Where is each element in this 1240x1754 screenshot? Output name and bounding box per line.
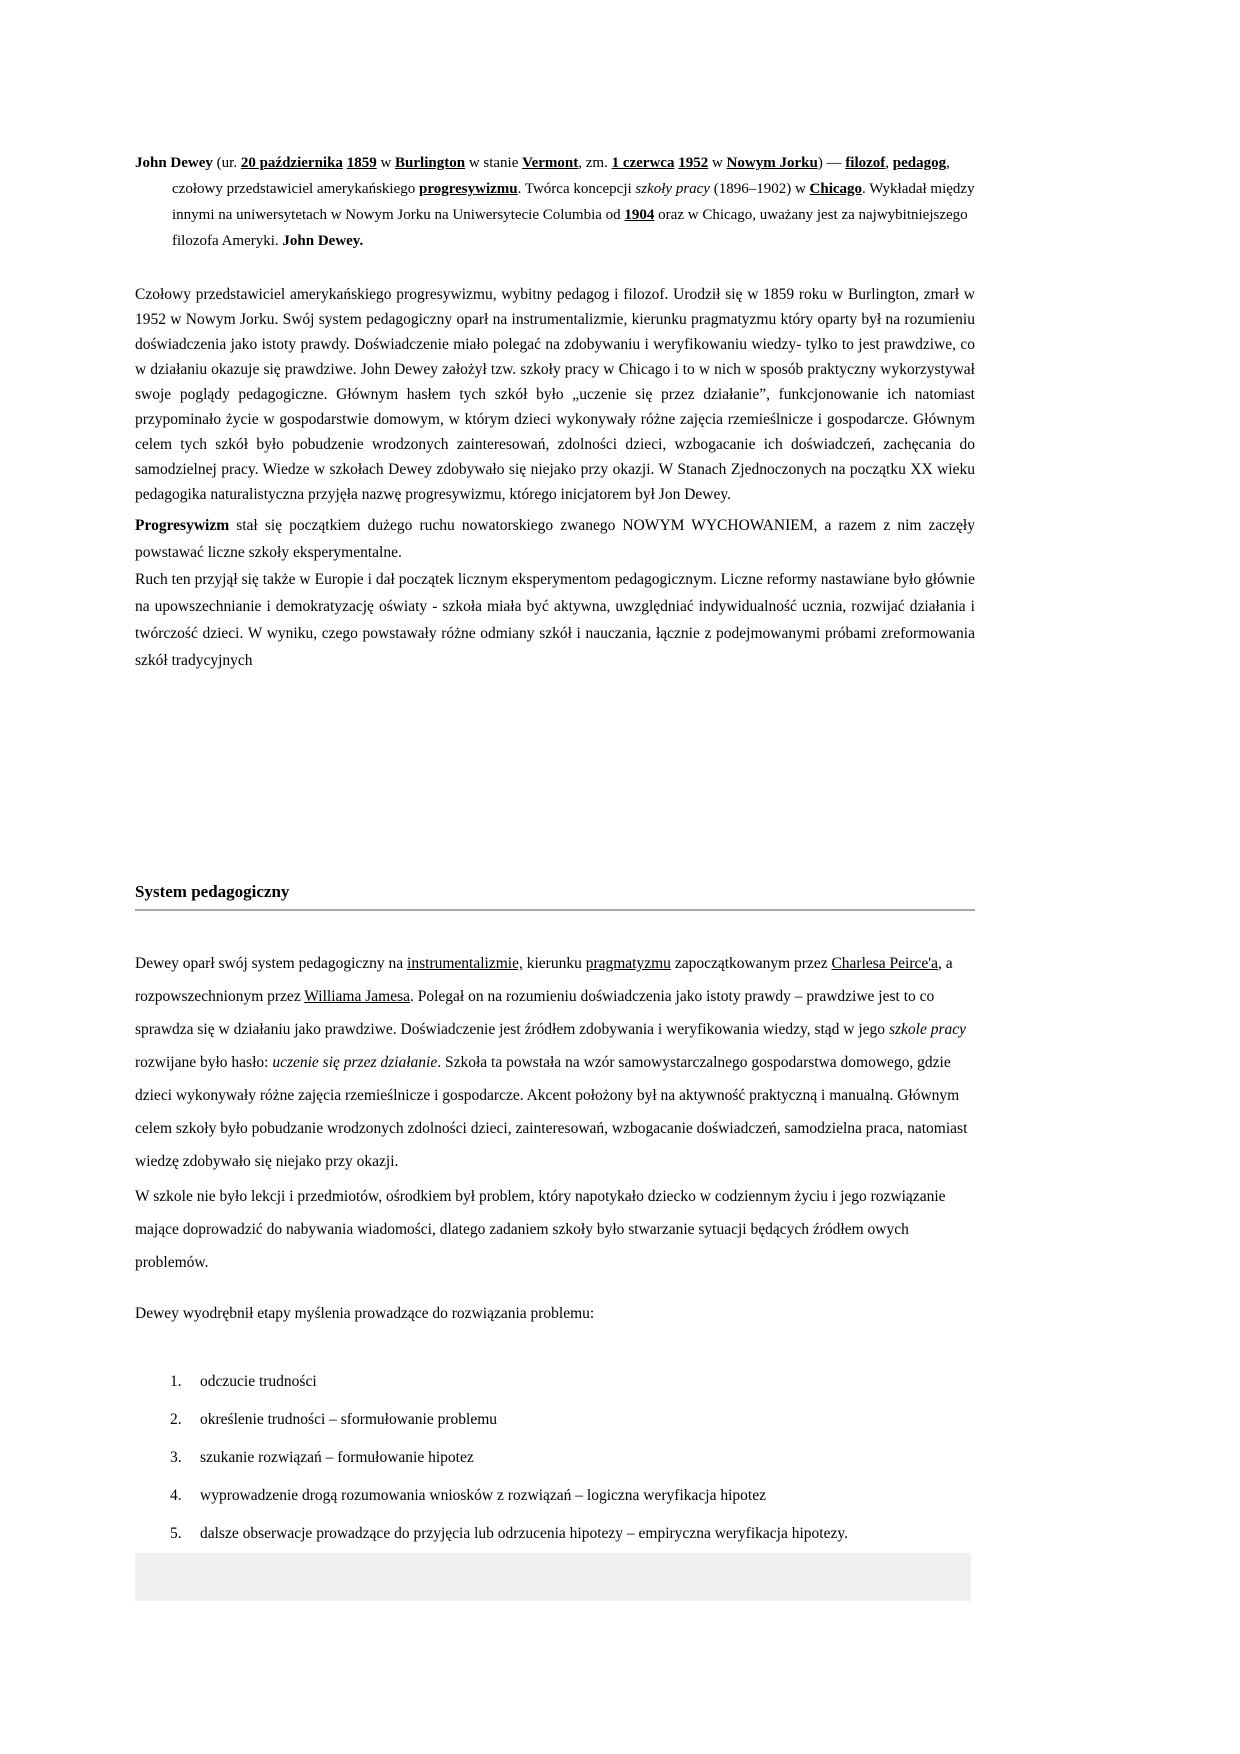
list-number: 3. [170, 1449, 182, 1466]
list-text: dalsze obserwacje prowadzące do przyjęcia lub odrzucenia hipotezy – empiryczna weryfikacja hipotezy. [200, 1525, 848, 1542]
list-item [135, 1446, 975, 1470]
text-run: , a rozpowszechnionym przez [135, 955, 953, 1005]
text-run: w [376, 155, 396, 171]
link-text[interactable]: instrumentalizmie, [407, 955, 523, 972]
text-run: Dewey oparł swój system pedagogiczny na [135, 955, 408, 972]
text-run: stał się początkiem dużego ruchu nowatorskiego zwanego NOWYM WYCHOWANIEM, a razem z nim zaczęły powstawać liczne szkoły eksperymentalne. [135, 517, 975, 561]
text-run: uczenie się przez działanie [272, 1054, 438, 1071]
text-run: kierunku [522, 955, 586, 972]
text-run: W szkole nie było lekcji i przedmiotów, ośrodkiem był problem, który napotykało dziecko w codziennym życiu i jego rozwiązanie mające doprowadzić do nabywania wiadomości, dlatego zadaniem szkoły było stwarzanie sytuacji będących źródłem owych problemów. [135, 1188, 946, 1271]
text-run: szkoły pracy [635, 181, 710, 197]
text-run: John Dewey. [282, 233, 364, 249]
link-text[interactable]: pragmatyzmu [585, 955, 671, 972]
list-text: szukanie rozwiązań – formułowanie hipotez [200, 1449, 474, 1466]
text-run: , czołowy przedstawiciel amerykańskiego [172, 155, 950, 197]
list-item [135, 1408, 975, 1432]
list-text: określenie trudności – sformułowanie problemu [200, 1411, 498, 1428]
text-run: w stanie [465, 155, 523, 171]
link-text[interactable]: Vermont [522, 155, 579, 171]
text-run: ) — [817, 155, 846, 171]
text-run: , zm. [578, 155, 612, 171]
text-run: rozwijane było hasło: [135, 1054, 273, 1071]
overview-paragraph [135, 282, 975, 507]
text-run: John Dewey [135, 155, 213, 171]
list-number: 1. [170, 1373, 182, 1390]
link-text[interactable]: Charlesa Peirce'a [831, 955, 938, 972]
link-text[interactable]: 1952 [678, 155, 709, 171]
link-text[interactable]: Burlington [395, 155, 466, 171]
list-text: wyprowadzenie drogą rozumowania wniosków z rozwiązań – logiczna weryfikacja hipotez [200, 1487, 766, 1504]
text-run: w [708, 155, 727, 171]
list-item [135, 1370, 975, 1394]
link-text[interactable]: progresywizmu [419, 181, 518, 197]
text-run: . Wykładał między innymi na uniwersytetach w Nowym Jorku na Uniwersytecie Columbia od [172, 181, 975, 223]
text-run: zapoczątkowanym przez [670, 955, 832, 972]
school-problem-paragraph [135, 1180, 975, 1279]
link-text[interactable]: Nowym Jorku [726, 155, 818, 171]
link-text[interactable]: Chicago [809, 181, 863, 197]
progressivism-paragraph [135, 512, 975, 566]
text-run: Ruch ten przyjął się także w Europie i dał początek licznym eksperymentom pedagogicznym. Liczne reformy nastawiane było głównie na upowszechnianie i demokratyzację oświaty - szkoła miała być aktywna, uwzględniać indywidualność ucznia, rozwijać działania i twórczość dzieci. W wyniku, czego powstawały różne odmiany szkół i nauczania, łącznie z podejmowanymi próbami zreformowania szkół tradycyjnych [135, 571, 975, 669]
movement-paragraph [135, 566, 975, 674]
link-text[interactable]: 1 czerwca [611, 155, 675, 171]
stages-list [135, 1370, 975, 1546]
list-number: 2. [170, 1411, 182, 1428]
section-heading: System pedagogiczny [135, 882, 975, 911]
page-content [135, 150, 975, 1560]
link-text[interactable]: Williama Jamesa [304, 988, 410, 1005]
list-item [135, 1484, 975, 1508]
text-run: Progresywizm [135, 517, 230, 534]
text-run: oraz w Chicago, uważany jest za najwybitniejszego filozofa Ameryki. [172, 207, 968, 249]
list-number: 4. [170, 1487, 182, 1504]
intro-paragraph [135, 150, 975, 254]
stages-intro: Dewey wyodrębnił etapy myślenia prowadzące do rozwiązania problemu: [135, 1305, 595, 1322]
text-run: (1896–1902) w [709, 181, 810, 197]
text-run: Czołowy przedstawiciel amerykańskiego progresywizmu, wybitny pedagog i filozof. Urodził się w 1859 roku w Burlington, zmarł w 1952 w Nowym Jorku. Swój system pedagogiczny oparł na instrumentalizmie, kierunku pragmatyzmu który oparty był na rozumieniu doświadczenia jako istoty prawdy. Doświadczenie miało polegać na zdobywaniu i weryfikowaniu wiedzy- tylko to jest prawdziwe, co w działaniu okazuje się prawdziwe. John Dewey założył tzw. szkoły pracy w Chicago i to w nich w sposób praktyczny wykorzystywał swoje poglądy pedagogiczne. Głównym hasłem tych szkół było „uczenie się przez działanie”, funkcjonowanie ich natomiast przypominało życie w gospodarstwie domowym, w którym dzieci wykonywały różne zajęcia rzemieślnicze i gospodarcze. Głównym celem tych szkół było pobudzenie wrodzonych zainteresowań, zdolności dzieci, wzbogacanie ich doświadczeń, zachęcania do samodzielnej pracy. Wiedze w szkołach Dewey zdobywało się niejako przy okazji. W Stanach Zjednoczonych na początku XX wieku pedagogika naturalistyczna przyjęła nazwę progresywizmu, którego inicjatorem był Jon Dewey. [135, 286, 975, 503]
text-run: . Polegał on na rozumieniu doświadczenia jako istoty prawdy – prawdziwe jest to co sprawdza się w działaniu jako prawdziwe. Doświadczenie jest źródłem zdobywania i weryfikowania wiedzy, stąd w jego [135, 988, 935, 1038]
text-run: szkole pracy [888, 1021, 966, 1038]
footer-shaded-bar [135, 1553, 971, 1601]
link-text[interactable]: 20 października [240, 155, 343, 171]
link-text[interactable]: 1859 [346, 155, 377, 171]
link-text[interactable]: 1904 [624, 207, 655, 223]
pedagogical-system-paragraph [135, 947, 975, 1178]
link-text[interactable]: pedagog [892, 155, 947, 171]
text-run: . Szkoła ta powstała na wzór samowystarczalnego gospodarstwa domowego, gdzie dzieci wykonywały różne zajęcia rzemieślnicze i gospodarcze. Akcent położony był na aktywność praktyczną i manualną. Głównym celem szkoły było pobudzanie wrodzonych zdolności dzieci, zainteresowań, wzbogacanie doświadczeń, samodzielna praca, natomiast wiedzę zdobywało się niejako przy okazji. [135, 1054, 968, 1170]
text-run: , [885, 155, 893, 171]
link-text[interactable]: filozof [845, 155, 886, 171]
text-run: . Twórca koncepcji [517, 181, 636, 197]
list-text: odczucie trudności [200, 1373, 317, 1390]
list-item [135, 1522, 975, 1546]
list-number: 5. [170, 1525, 182, 1542]
text-run: (ur. [212, 155, 241, 171]
